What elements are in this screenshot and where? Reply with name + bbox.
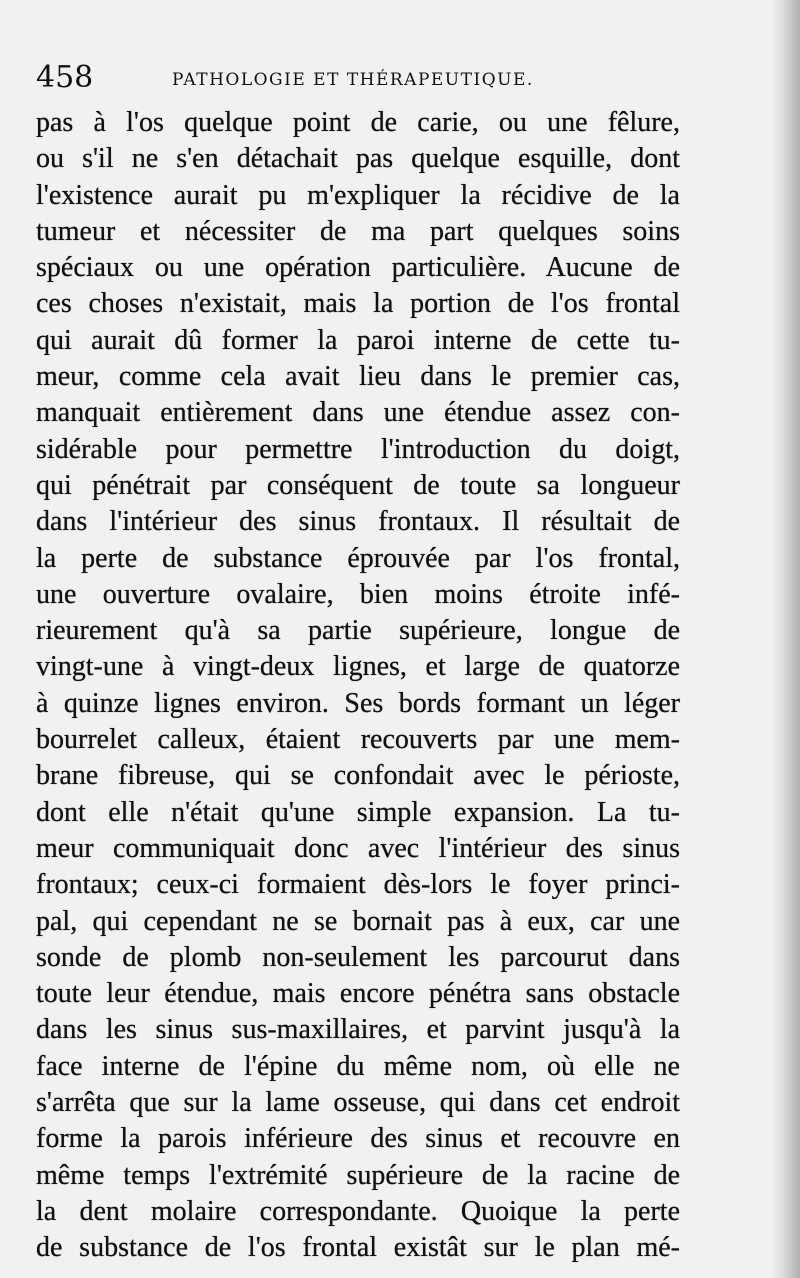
- text-line: vingt-une à vingt-deux lignes, et large de quatorze: [36, 651, 680, 683]
- text-line: face interne de l'épine du même nom, où elle ne: [36, 1050, 680, 1082]
- text-line: tumeur et nécessiter de ma part quelques soins: [36, 215, 680, 247]
- text-line: sonde de plomb non-seulement les parcourut dans: [36, 941, 680, 973]
- text-line: s'arrêta que sur la lame osseuse, qui dans cet endroit: [36, 1087, 680, 1119]
- text-line: meur, comme cela avait lieu dans le premier cas,: [36, 361, 680, 393]
- text-line: frontaux; ceux-ci formaient dès-lors le foyer princi-: [36, 869, 680, 901]
- text-line: bourrelet calleux, étaient recouverts par une mem-: [36, 724, 680, 756]
- body-text: [36, 105, 680, 1267]
- text-line: pal, qui cependant ne se bornait pas à eux, car une: [36, 905, 680, 937]
- text-line: pas à l'os quelque point de carie, ou une fêlure,: [36, 107, 680, 138]
- text-line: dans les sinus sus-maxillaires, et parvint jusqu'à la: [36, 1014, 680, 1046]
- page-header: [36, 58, 676, 98]
- text-line: qui aurait dû former la paroi interne de cette tu-: [36, 324, 680, 356]
- text-line: sidérable pour permettre l'introduction du doigt,: [36, 433, 680, 465]
- text-line: l'existence aurait pu m'expliquer la récidive de la: [36, 179, 680, 211]
- text-line: meur communiquait donc avec l'intérieur des sinus: [36, 832, 680, 864]
- page-number: 458: [36, 60, 94, 95]
- text-line: forme la parois inférieure des sinus et recouvre en: [36, 1123, 680, 1155]
- text-line: la perte de substance éprouvée par l'os frontal,: [36, 542, 680, 574]
- text-line: spéciaux ou une opération particulière. Aucune de: [36, 252, 680, 284]
- text-line: de substance de l'os frontal existât sur le plan mé-: [36, 1232, 680, 1264]
- text-line: manquait entièrement dans une étendue assez con-: [36, 397, 680, 429]
- text-line: la dent molaire correspondante. Quoique la perte: [36, 1195, 680, 1227]
- running-head: PATHOLOGIE ET THÉRAPEUTIQUE.: [172, 70, 534, 90]
- text-line: ou s'il ne s'en détachait pas quelque esquille, dont: [36, 143, 680, 175]
- text-line: qui pénétrait par conséquent de toute sa longueur: [36, 469, 680, 501]
- text-line: une ouverture ovalaire, bien moins étroite infé-: [36, 578, 680, 610]
- text-line: rieurement qu'à sa partie supérieure, longue de: [36, 615, 680, 647]
- text-line: ces choses n'existait, mais la portion de l'os frontal: [36, 288, 680, 320]
- text-line: même temps l'extrémité supérieure de la racine de: [36, 1159, 680, 1191]
- text-line: dont elle n'était qu'une simple expansion. La tu-: [36, 796, 680, 828]
- text-line: dans l'intérieur des sinus frontaux. Il résultait de: [36, 506, 680, 538]
- text-line: à quinze lignes environ. Ses bords formant un léger: [36, 687, 680, 719]
- text-line: toute leur étendue, mais encore pénétra sans obstacle: [36, 978, 680, 1010]
- text-line: brane fibreuse, qui se confondait avec le périoste,: [36, 760, 680, 792]
- page-edge-shadow: [772, 0, 800, 1278]
